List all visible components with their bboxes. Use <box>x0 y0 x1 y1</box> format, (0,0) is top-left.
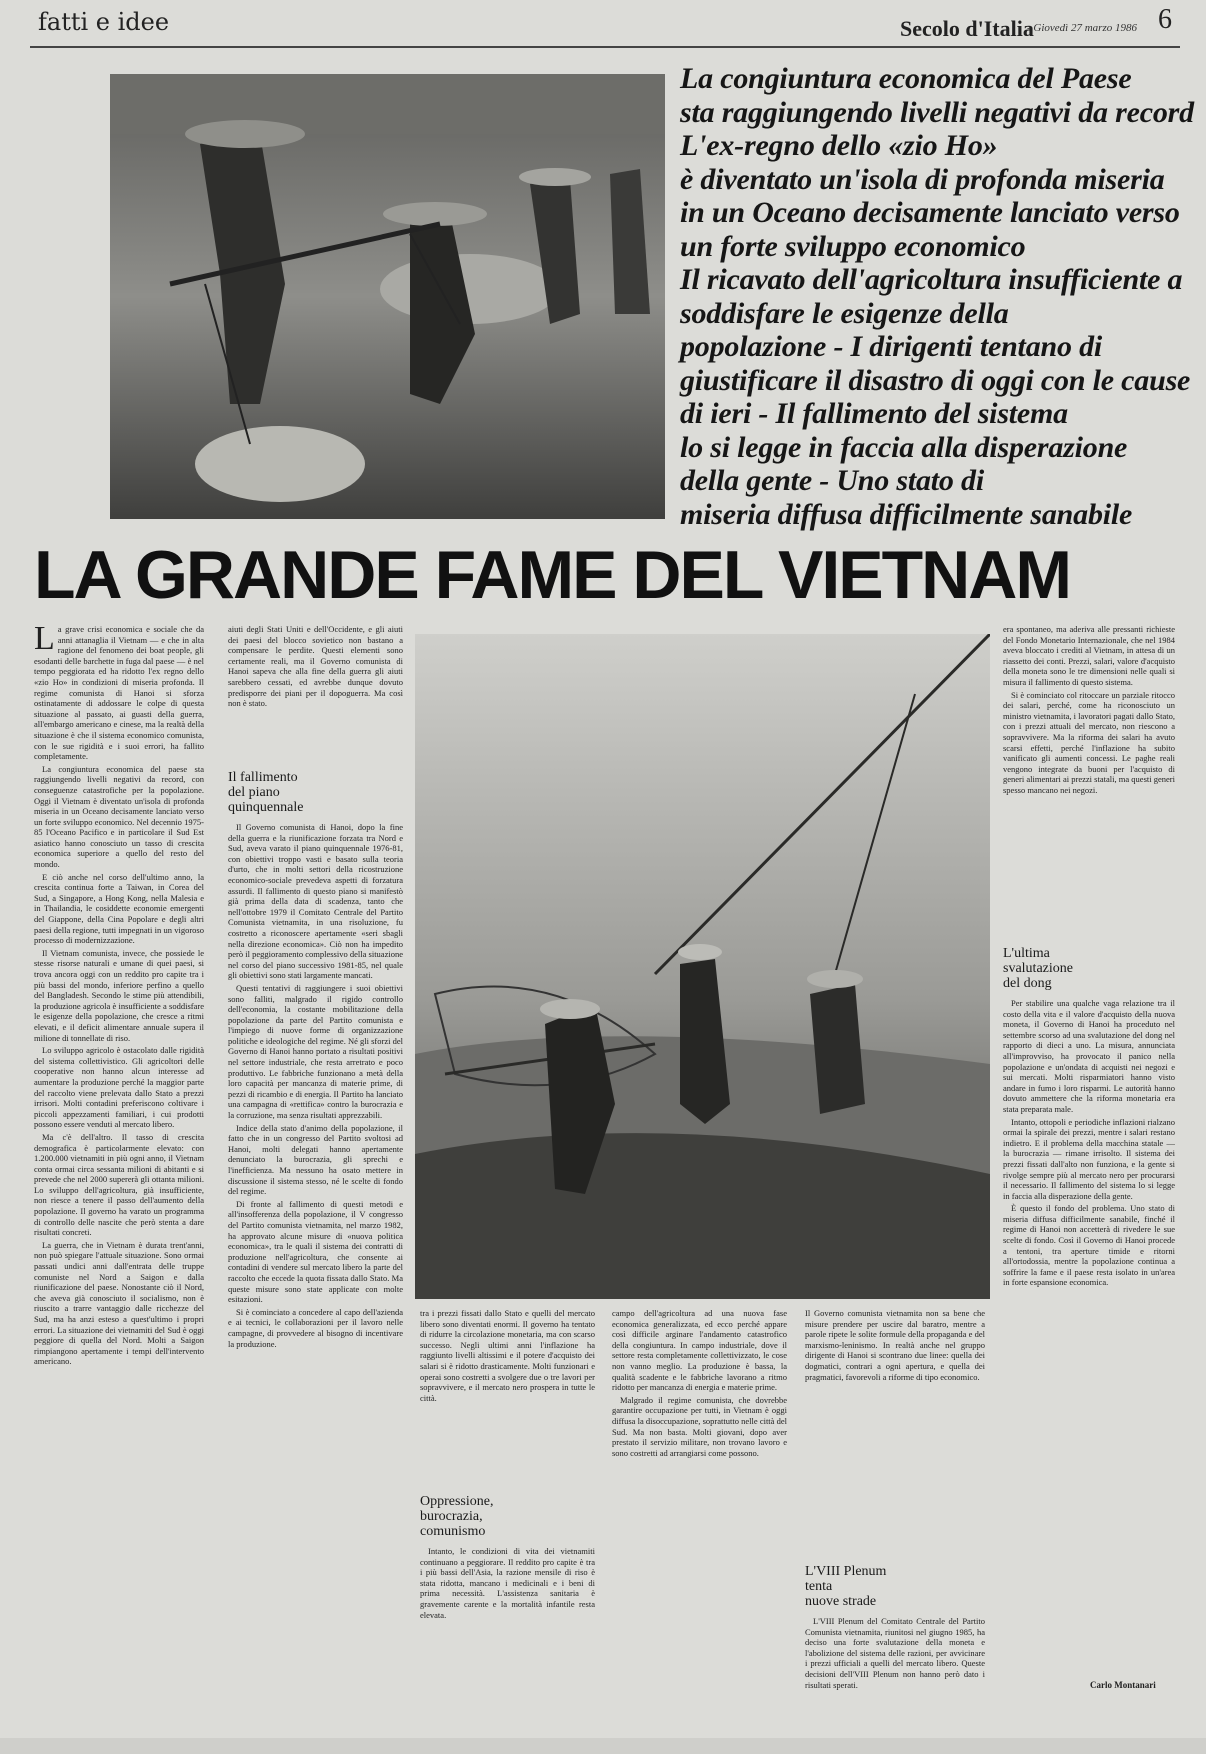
deck-line: di ieri - Il fallimento del sistema <box>680 397 1068 430</box>
subhead-piano-quinquennale: Il fallimento del piano quinquennale <box>228 770 304 815</box>
deck-line: un forte sviluppo economico <box>680 229 1026 263</box>
article-paragraph: Questi tentativi di raggiungere i suoi obiettivi sono falliti, malgrado il rigido controllo dell'economia, la costante mobilitazione della popolazione da parte del Partito comunista e l'impiego di nuove forme di organizzazione politiche e ideologiche del regime. Né gli sforzi del Governo di Hanoi hanno portato a risultati positivi nel settore industriale, che resta arretrato e poco produttivo. Le fabbriche funzionano a metà della loro capacità per mancanza di materie prime, di pezzi di ricambio e di energia. Il Partito ha lanciato una campagna di «rettifica» contro la burocrazia e la corruzione, ma senza risultati apprezzabili. <box>228 982 403 1121</box>
photo-fishermen-image <box>415 634 990 1299</box>
article-column-3 <box>420 1546 595 1714</box>
article-paragraph: L'VIII Plenum del Comitato Centrale del Partito Comunista vietnamita, riunitosi nel giugno 1985, ha deciso una forte svalutazione della moneta e l'abolizione del sistema delle razioni, per avvicinare i prezzi ufficiali a quelli del mercato libero. Queste decisioni dell'VIII Plenum non hanno però dato i risultati sperati. <box>805 1616 985 1690</box>
subhead-oppressione: Oppressione, burocrazia, comunismo <box>420 1494 494 1539</box>
deck-line: popolazione - I dirigenti tentano di <box>680 330 1103 363</box>
article-paragraph: campo dell'agricoltura ad una nuova fase economica generalizzata, ed ecco perché appare così difficile arginare l'andamento catastrofico della congiuntura. In campo industriale, dove il settore resta completamente collettivizzato, le cose non vanno meglio. La produzione è bassa, la qualità scadente e le fabbriche lavorano a ritmo ridotto per mancanza di energia e materie prime. <box>612 1308 787 1393</box>
article-paragraph: Si è cominciato col ritoccare un parziale ritocco dei salari, perché, come ha riconosciuto un ministro vietnamita, i lavoratori pagati dallo Stato, con i prezzi attuali del mercato, non riescono a sopravvivere. Ma la riforma dei salari ha avuto scarsi effetti, perché l'inflazione ha subito vanificato gli aumenti concessi. Le paghe reali vengono integrate da buoni per l'acquisto di generi alimentari ai prezzi statali, ma questi generi spesso mancano nei negozi. <box>1003 689 1175 795</box>
deck-line: giustificare il disastro di oggi con le cause <box>680 363 1191 397</box>
article-column-5 <box>805 1616 985 1714</box>
subhead-viii-plenum: L'VIII Plenum tenta nuove strade <box>805 1564 887 1609</box>
article-column-2-top <box>228 624 403 766</box>
article-column-4 <box>612 1308 787 1714</box>
photo-farmers-with-baskets <box>110 74 665 519</box>
issue-date: - Giovedì 27 marzo 1986 <box>1027 22 1137 34</box>
subhead-svalutazione-dong: L'ultima svalutazione del dong <box>1003 946 1073 991</box>
article-paragraph: Si è cominciato a concedere al capo dell'azienda e ai tecnici, le collaborazioni per il lavoro nelle campagne, di provvedere al bisogno di incentivare la produzione. <box>228 1306 403 1349</box>
newspaper-name: Secolo d'Italia <box>900 16 1034 41</box>
article-paragraph: La congiuntura economica del paese sta raggiungendo livelli negativi da record, con conseguenze catastrofiche per la popolazione. Oggi il Vietnam è diventato un'isola di profonda miseria in un Oceano decisamente lanciato verso un forte sviluppo economico. Nel decennio 1975-85 l'Oceano Pacifico e in particolare il Sud Est asiatico hanno conosciuto un tasso di crescita economica superiore a quello del resto del mondo. <box>34 763 204 870</box>
deck-line: La congiuntura economica del Paese <box>680 62 1132 95</box>
article-column-3-top <box>420 1308 595 1488</box>
article-paragraph: Per stabilire una qualche vaga relazione tra il costo della vita e il valore d'acquisto della nuova moneta, il Governo di Hanoi ha proceduto nel settembre scorso ad una svalutazione del dong nel rapporto di dieci a uno. La misura, annunciata all'improvviso, ha provocato il panico nella popolazione e un'ondata di acquisti nei negozi e sui mercati. Molti risparmiatori hanno visto andare in fumo i loro risparmi. Le autorità hanno dovuto ammettere che la riforma monetaria era stata preparata male. <box>1003 998 1175 1114</box>
article-column-6 <box>1003 998 1175 1674</box>
article-paragraph: Il Governo comunista di Hanoi, dopo la fine della guerra e la riunificazione forzata tra Nord e Sud, aveva varato il piano quinquennale 1976-81, con obiettivi troppo vasti e basato sulla teoria d'urto, che in molti settori della ricostruzione economico-sociale prevedeva aspetti di forzatura assurdi. Il fallimento di questo piano si manifestò già prima della data di scadenza, tanto che nell'ottobre 1979 il Comitato Centrale del Partito Comunista vietnamita, in una risoluzione, fu costretto a riconoscere apertamente «seri sbagli nella direzione economica». Ciò non ha impedito però il peggioramento complessivo della situazione nel corso del piano successivo 1981-85, nel quale gli obiettivi sono stati largamente mancati. <box>228 822 403 981</box>
deck-line: miseria diffusa difficilmente sanabile <box>680 497 1133 531</box>
article-paragraph: Il Vietnam comunista, invece, che possiede le stesse risorse naturali e umane di quei paesi, si trova ancora oggi con un reddito pro capite tra i più bassi del mondo, inferiore perfino a quello del Bangladesh. Secondo le stime più attendibili, la produzione agricola è insufficiente a soddisfare le esigenze della popolazione, che cresce a ritmi elevati, e il deficit alimentare annuale supera il milione di tonnellate di riso. <box>34 947 204 1043</box>
drop-cap: L <box>34 624 55 657</box>
article-paragraph: era spontaneo, ma aderiva alle pressanti richieste del Fondo Monetario Internazionale, che nel 1984 aveva bloccato i crediti al Vietnam, in attesa di un riassetto dei conti. Prezzi, salari, valore d'acquisto della moneta sono le tre dimensioni nelle quali si misura il fallimento di questo sistema. <box>1003 624 1175 687</box>
article-column-5-top <box>805 1308 985 1558</box>
deck-line: è diventato un'isola di profonda miseria <box>680 162 1165 196</box>
deck-line: lo si legge in faccia alla disperazione <box>680 430 1128 464</box>
deck-line: sta raggiungendo livelli negativi da record <box>680 95 1194 129</box>
article-paragraph: La guerra, che in Vietnam è durata trent'anni, non può spiegare l'attuale situazione. Sono ormai passati undici anni dall'entrata delle truppe comuniste nel Nord a Saigon e dalla riunificazione del paese. Nonostante ciò il Nord, che aveva già conosciuto il socialismo, non è riuscito a trarre vantaggio dalle ricchezze del Sud, ma ha anzi esteso a quest'ultimo i propri errori. La situazione dei vietnamiti del Sud è oggi peggiore di quella del Nord. Molti a Saigon rimpiangono apertamente i tempi dell'intervento americano. <box>34 1239 204 1367</box>
page-number: 6 <box>1158 4 1172 35</box>
article-paragraph: Indice della stato d'animo della popolazione, il fatto che in un congresso del Partito svoltosi ad Hanoi, molti delegati hanno apertamente denunciato la burocrazia, gli sprechi e l'inefficienza. Ma nessuno ha osato mettere in discussione il sistema stesso, né le scelte di fondo del regime. <box>228 1122 403 1197</box>
article-paragraph: Il Governo comunista vietnamita non sa bene che misure prendere per uscire dal baratro, mentre a parole ripete le solite formule della propaganda e del marxismo-leninismo. In realtà anche nel gruppo dirigente di Hanoi si scontrano due linee: quella dei dogmatici, contrari a ogni apertura, e quella dei pragmatici, favorevoli a riforme di tipo economico. <box>805 1308 985 1382</box>
section-label: fatti e idee <box>38 8 170 36</box>
photo-farmers-image <box>110 74 665 519</box>
article-paragraph: Lo sviluppo agricolo è ostacolato dalle rigidità del sistema collettivistico. Gli agricoltori delle cooperative non hanno alcun interesse ad aumentare la produzione perché la maggior parte del raccolto viene prelevata dallo Stato a prezzi irrisori. Molti contadini preferiscono coltivare i piccoli appezzamenti familiari, i cui prodotti possono essere venduti al mercato libero. <box>34 1045 204 1130</box>
page-header <box>0 0 1206 48</box>
article-paragraph: Ma c'è dell'altro. Il tasso di crescita demografica è particolarmente elevato: con 1.200.000 vietnamiti in più ogni anno, il Vietnam conta ormai circa sessanta milioni di abitanti e si prevede che nel 2000 supererà gli ottanta milioni. Lo sviluppo dell'agricoltura, già insufficiente, non riesce a tenere il passo dell'aumento della popolazione. Il governo ha varato un programma di controllo delle nascite che però stenta a dare risultati concreti. <box>34 1131 204 1238</box>
deck-line: L'ex-regno dello «zio Ho» <box>680 129 998 162</box>
article-deck <box>680 62 1194 531</box>
article-paragraph: tra i prezzi fissati dallo Stato e quelli del mercato libero sono diventati enormi. Il governo ha tentato di ridurre la circolazione monetaria, ma con scarso successo. Negli ultimi anni l'inflazione ha raggiunto livelli altissimi e il potere d'acquisto dei salari si è ridotto drasticamente. Molti funzionari e operai sono costretti a svolgere due o tre lavori per sopravvivere, e il mercato nero prospera in tutte le città. <box>420 1308 595 1403</box>
article-paragraph: Di fronte al fallimento di questi metodi e all'insofferenza della popolazione, il V congresso del Partito comunista vietnamita, nel marzo 1982, ha approvato alcune misure di «nuova politica economica», tra le quali il sistema dei contratti di produzione nell'agricoltura, che consente ai contadini di vendere sul mercato libero la parte del raccolto che eccede la quota fissata dallo Stato. Ma queste misure sono state applicate con molte esitazioni. <box>228 1198 403 1305</box>
article-column-1 <box>34 624 204 1714</box>
article-paragraph: È questo il fondo del problema. Uno stato di miseria diffusa difficilmente sanabile, finché il regime di Hanoi non accetterà di rivedere le sue scelte di fondo. Così il Governo di Hanoi procede a tentoni, tra aperture timide e ritorni all'ortodossia, mentre la popolazione continua a soffrire la fame e il paese resta isolato in un'area in forte espansione economica. <box>1003 1203 1175 1288</box>
article-paragraph: Intanto, ottopoli e periodiche inflazioni rialzano ormai la spirale dei prezzi, mentre i salari restano indietro. E il problema della macchina statale — la burocrazia — rimane irrisolto. Il sistema dei prezzi fissati dall'alto non funziona, e la gente si rivolge sempre più al mercato nero per procurarsi il necessario. Il fallimento del sistema lo si legge in faccia alla disperazione della gente. <box>1003 1116 1175 1201</box>
article-column-2 <box>228 822 403 1714</box>
article-paragraph: E ciò anche nel corso dell'ultimo anno, la crescita continua forte a Taiwan, in Corea del Sud, a Singapore, a Hong Kong, nella Malesia e in Thailandia, le cosiddette economie emergenti del Giappone, della Cina Popolare e degli altri paesi della regione, tutti impegnati in un vigoroso processo di modernizzazione. <box>34 871 204 946</box>
deck-line: in un Oceano decisamente lanciato verso <box>680 196 1180 229</box>
article-column-6-top <box>1003 624 1175 942</box>
headline: LA GRANDE FAME DEL VIETNAM <box>34 537 1071 613</box>
author-signature: Carlo Montanari <box>1090 1680 1156 1690</box>
photo-fishermen-with-nets <box>415 634 990 1299</box>
deck-line: della gente - Uno stato di <box>680 464 984 497</box>
article-paragraph: Malgrado il regime comunista, che dovrebbe garantire occupazione per tutti, in Vietnam è oggi diffusa la disoccupazione, soprattutto nelle città del Sud. Ma non basta. Molti giovani, dopo aver prestato il servizio militare, non trovano lavoro e sono costretti ad arrangiarsi come possono. <box>612 1394 787 1458</box>
deck-line: soddisfare le esigenze della <box>680 296 1009 330</box>
article-paragraph: aiuti degli Stati Uniti e dell'Occidente, e gli aiuti dei paesi del blocco sovietico non bastano a compensare le perdite. Questi elementi sono certamente reali, ma il Governo comunista di Hanoi sapeva che alla fine della guerra gli aiuti sarebbero cessati, ed avrebbe dunque dovuto predisporre dei piani per il dopoguerra. Ma così non è stato. <box>228 624 403 709</box>
header-rule <box>30 46 1180 48</box>
article-paragraph: Intanto, le condizioni di vita dei vietnamiti continuano a peggiorare. Il reddito pro capite è tra i più bassi dell'Asia, la razione mensile di riso è stata ridotta, mancano i medicinali e i beni di prima necessità. L'assistenza sanitaria è gravemente carente e la mortalità infantile resta elevata. <box>420 1546 595 1620</box>
deck-line: Il ricavato dell'agricoltura insufficiente a <box>680 263 1183 296</box>
article-paragraph: a grave crisi economica e sociale che da anni attanaglia il Vietnam — e che in alta ragione del fenomeno dei boat people, gli esodanti delle barchette in fuga dal paese — è nel tempo peggiorata ed ha ridotto l'ex regno dello «zio Ho» in condizioni di miseria profonda. Il regime comunista di Hanoi si sforza ostinatamente di addossare le colpe di questa situazione al passato, ai guasti della guerra, all'embargo americano e cinese, ma la realtà della situazione è che il sistema economico comunista, con le sue rigidità e i suoi errori, ha fallito completamente. <box>34 624 204 762</box>
page-bottom-edge <box>0 1738 1206 1754</box>
